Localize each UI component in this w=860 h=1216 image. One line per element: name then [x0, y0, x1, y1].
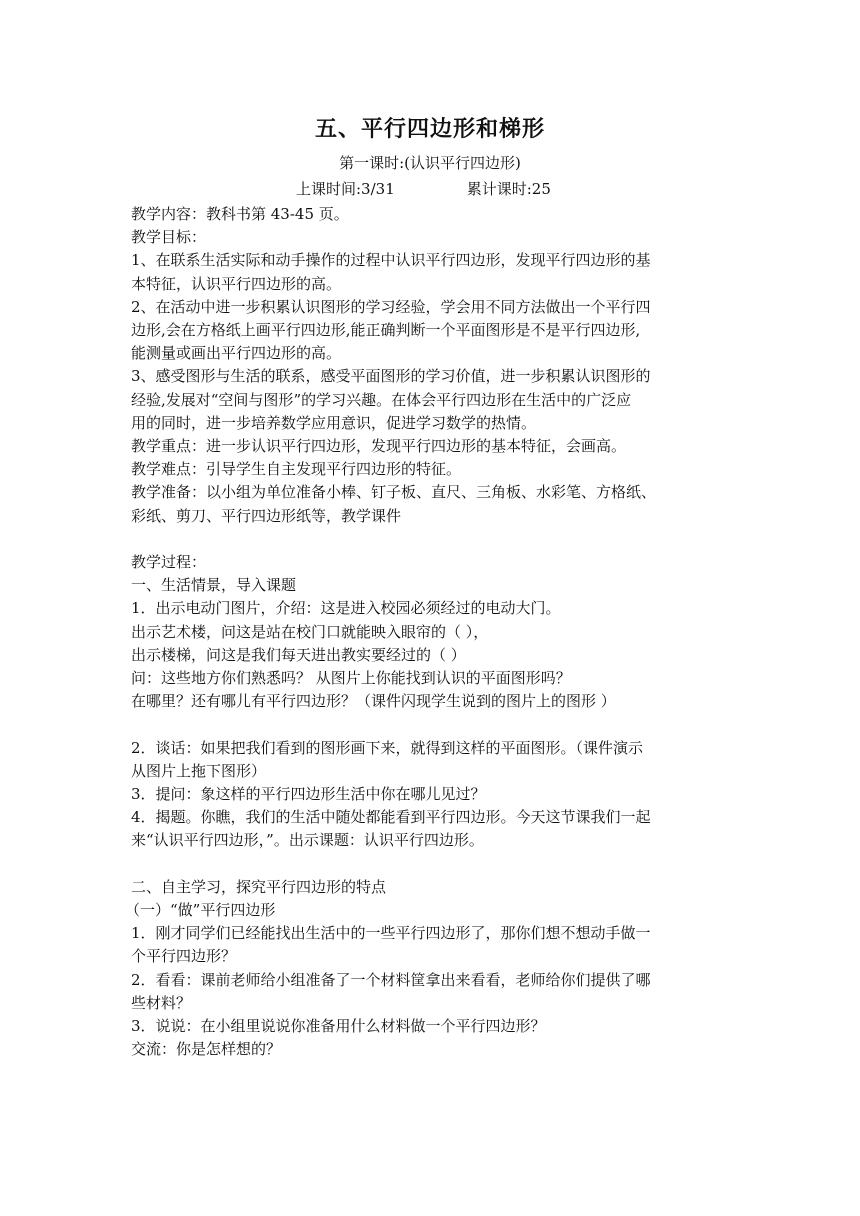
text-line: 教学内容：教科书第 43-45 页。 — [131, 205, 349, 223]
text-line: 能测量或画出平行四边形的高。 — [131, 344, 342, 363]
blank-line — [131, 853, 737, 876]
text-line: 1．刚才同学们已经能找出生活中的一些平行四边形了，那你们想不想动手做一 — [131, 924, 651, 943]
text-line: 用的同时，进一步培养数学应用意识，促进学习数学的热情。 — [131, 413, 537, 432]
text-line: 出示艺术楼，问这是站在校门口就能映入眼帘的（ ）， — [131, 622, 489, 641]
text-line: 3、感受图形与生活的联系，感受平面图形的学习价值，进一步积累认识图形的 — [131, 367, 651, 386]
text-line: 来“认识平行四边形，”。出示课题：认识平行四边形。 — [131, 831, 484, 850]
text-line: 些材料？ — [131, 993, 192, 1012]
cumulative-hours: 累计课时:25 — [466, 180, 551, 198]
text-line: 从图片上拖下图形） — [131, 761, 267, 780]
lesson-body — [125, 203, 737, 1061]
text-line: 教学目标： — [131, 228, 207, 247]
text-line: 教学难点：引导学生自主发现平行四边形的特征。 — [131, 460, 462, 479]
text-line: 边形,会在方格纸上画平行四边形,能正确判断一个平面图形是不是平行四边形, — [131, 321, 641, 340]
text-line: （一）“做”平行四边形 — [125, 901, 276, 920]
text-line: 4．揭题。你瞧，我们的生活中随处都能看到平行四边形。今天这节课我们一起 — [131, 808, 651, 827]
text-line: 教学过程： — [131, 553, 207, 572]
class-time: 上课时间:3/31 — [296, 180, 395, 198]
text-line: 二、自主学习，探究平行四边形的特点 — [131, 877, 387, 896]
text-line: 出示楼梯，问这是我们每天进出教实要经过的（ ） — [131, 645, 466, 664]
text-line: 交流：你是怎样想的？ — [131, 1040, 282, 1059]
text-line: 个平行四边形？ — [131, 947, 237, 966]
text-line: 本特征，认识平行四边形的高。 — [131, 274, 342, 293]
text-line: 1．出示电动门图片，介绍：这是进入校园必须经过的电动大门。 — [131, 599, 561, 618]
blank-line — [131, 528, 737, 551]
blank-line — [131, 713, 737, 736]
text-line: 3．说说：在小组里说说你准备用什么材料做一个平行四边形？ — [131, 1017, 546, 1036]
text-line: 2．看看：课前老师给小组准备了一个材料筐拿出来看看，老师给你们提供了哪 — [131, 970, 651, 989]
text-line: 教学准备：以小组为单位准备小棒、钉子板、直尺、三角板、水彩笔、方格纸、 — [131, 483, 657, 502]
text-line: 经验,发展对“空间与图形”的学习兴趣。在体会平行四边形在生活中的广泛应 — [131, 390, 632, 409]
lesson-time-info — [296, 178, 551, 199]
text-line: 在哪里？还有哪儿有平行四边形？（课件闪现学生说到的图片上的图形 ） — [131, 692, 616, 711]
text-line: 教学重点：进一步认识平行四边形，发现平行四边形的基本特征，会画高。 — [131, 437, 627, 456]
text-line: 一、生活情景，导入课题 — [131, 576, 297, 595]
text-line: 彩纸、剪刀、平行四边形纸等，教学课件 — [131, 506, 402, 525]
text-line: 问：这些地方你们熟悉吗？ 从图片上你能找到认识的平面图形吗？ — [131, 669, 571, 688]
text-line: 1、在联系生活实际和动手操作的过程中认识平行四边形，发现平行四边形的基 — [131, 251, 651, 270]
text-line: 2．谈话：如果把我们看到的图形画下来，就得到这样的平面图形。（课件演示 — [131, 738, 644, 757]
text-line: 2、在活动中进一步积累认识图形的学习经验，学会用不同方法做出一个平行四 — [131, 297, 651, 316]
document-title: 五、平行四边形和梯形 — [314, 116, 545, 142]
lesson-subtitle: 第一课时:(认识平行四边形) — [339, 154, 521, 172]
text-line: 3．提问：象这样的平行四边形生活中你在哪儿见过？ — [131, 785, 486, 804]
